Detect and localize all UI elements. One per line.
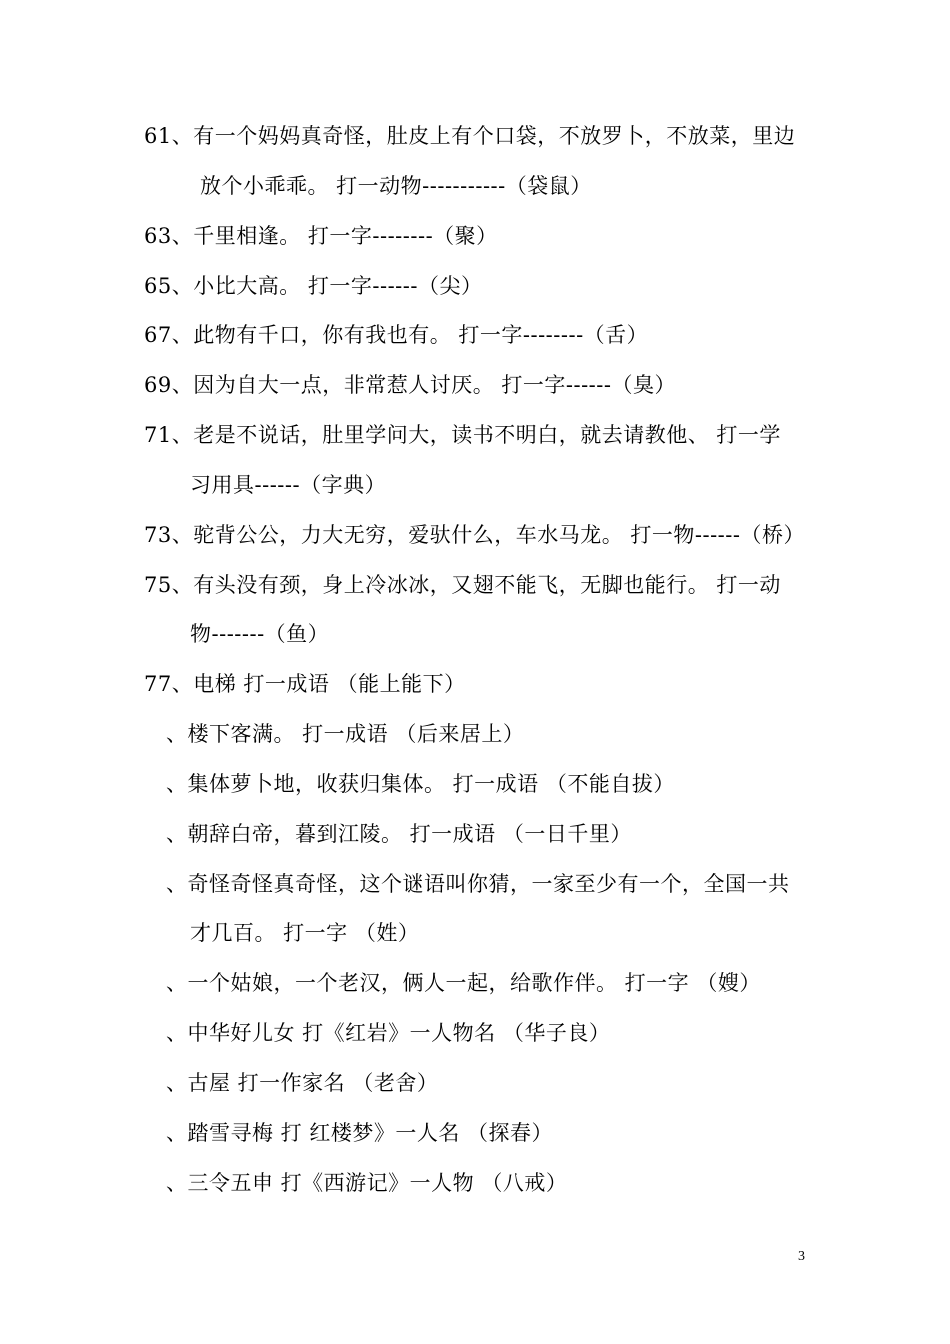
riddle-item: 、三令五申 打《西游记》一人物 （八戒） <box>166 1171 568 1195</box>
riddle-73: 73、驼背公公，力大无穷，爱驮什么，车水马龙。 打一物------（桥） <box>144 523 805 547</box>
riddle-69: 69、因为自大一点，非常惹人讨厌。 打一字------（臭） <box>144 373 676 397</box>
riddle-61-line-2: 放个小乖乖。 打一动物-----------（袋鼠） <box>200 174 592 198</box>
page-number: 3 <box>798 1249 805 1264</box>
riddle-61-line-1: 61、有一个妈妈真奇怪，肚皮上有个口袋，不放罗卜，不放菜，里边 <box>144 124 796 148</box>
riddle-item: 、中华好儿女 打《红岩》一人物名 （华子良） <box>166 1021 611 1045</box>
riddle-65: 65、小比大高。 打一字------（尖） <box>144 274 483 298</box>
riddle-item: 、朝辞白帝，暮到江陵。 打一成语 （一日千里） <box>166 822 632 846</box>
riddle-item: 、集体萝卜地，收获归集体。 打一成语 （不能自拔） <box>166 772 675 796</box>
riddle-item: 、古屋 打一作家名 （老舍） <box>166 1071 439 1095</box>
riddle-item-continuation: 才几百。 打一字 （姓） <box>190 921 420 945</box>
riddle-75-line-1: 75、有头没有颈，身上冷冰冰，又翅不能飞，无脚也能行。 打一动 <box>144 573 781 597</box>
riddle-71-line-2: 习用具------（字典） <box>190 473 387 497</box>
riddle-71-line-1: 71、老是不说话，肚里学问大，读书不明白，就去请教他、 打一学 <box>144 423 781 447</box>
riddle-item: 、楼下客满。 打一成语 （后来居上） <box>166 722 525 746</box>
riddle-item: 、奇怪奇怪真奇怪，这个谜语叫你猜，一家至少有一个，全国一共 <box>166 872 790 896</box>
riddle-63: 63、千里相逢。 打一字--------（聚） <box>144 224 498 248</box>
riddle-item: 、踏雪寻梅 打 红楼梦》一人名 （探春） <box>166 1121 554 1145</box>
riddle-75-line-2: 物-------（鱼） <box>190 622 330 646</box>
riddle-item: 、一个姑娘，一个老汉，俩人一起，给歌作伴。 打一字 （嫂） <box>166 971 761 995</box>
riddle-67: 67、此物有千口，你有我也有。 打一字--------（舌） <box>144 323 649 347</box>
riddle-77: 77、电梯 打一成语 （能上能下） <box>144 672 466 696</box>
